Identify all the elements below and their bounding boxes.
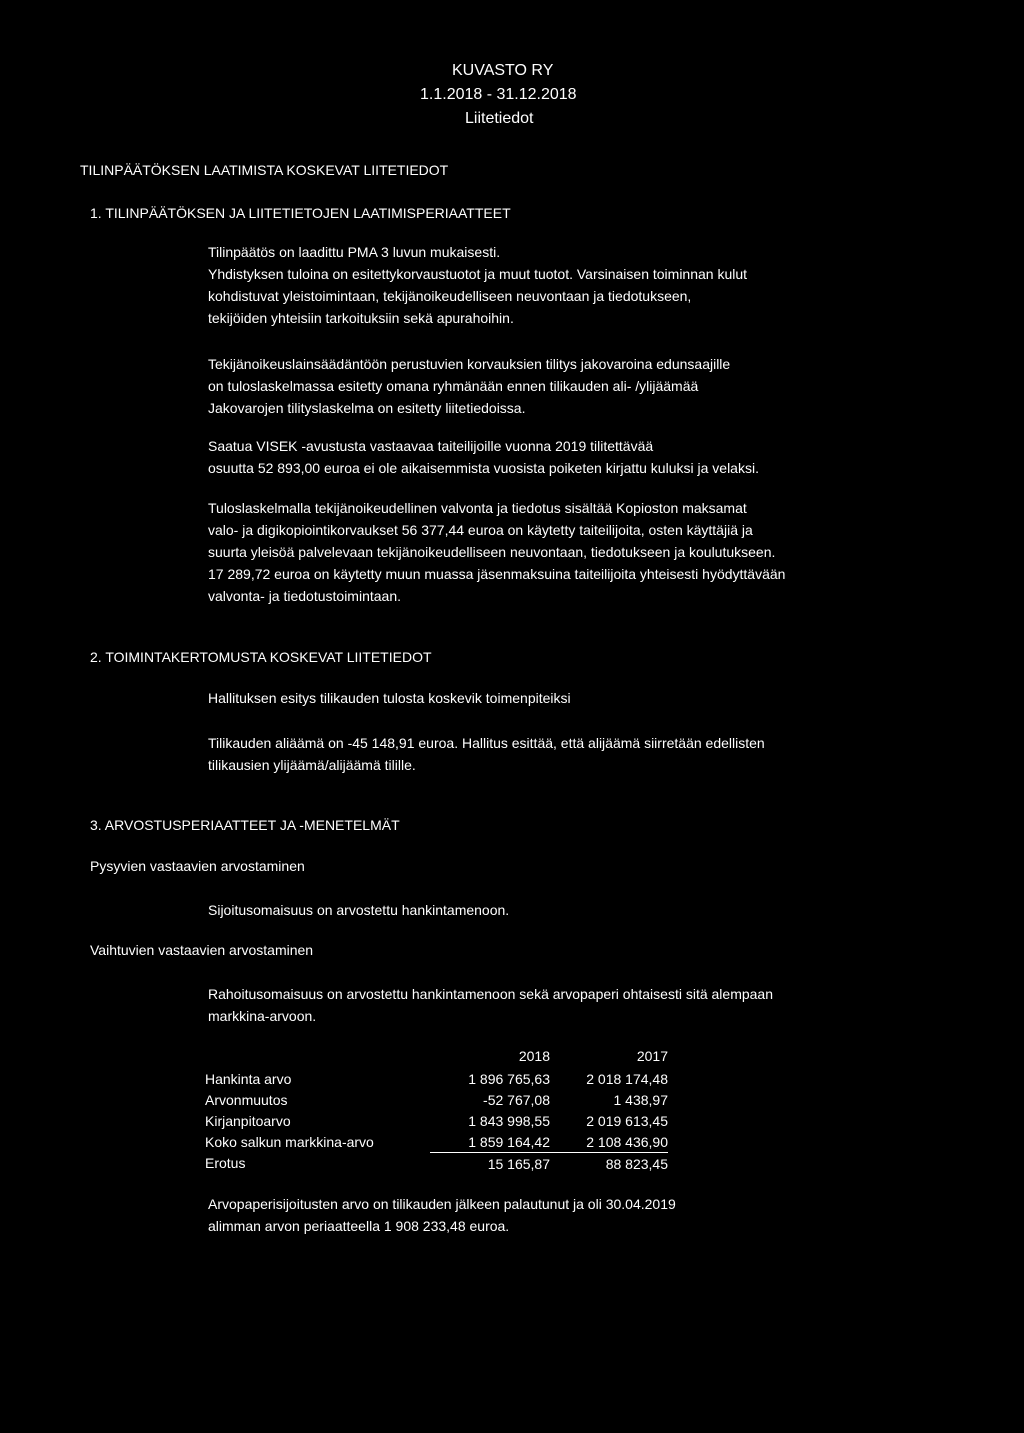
row-label: Koko salkun markkina-arvo (205, 1133, 374, 1150)
current-assets-valuation-heading: Vaihtuvien vastaavien arvostaminen (90, 942, 314, 958)
value-2018: 1 843 998,55 (468, 1112, 550, 1129)
text-line: tekijöiden yhteisiin tarkoituksiin sekä apurahoihin. (208, 310, 514, 326)
section-2-subheading: Hallituksen esitys tilikauden tulosta koskevik toimenpiteiksi (208, 690, 571, 706)
intro-title: TILINPÄÄTÖKSEN LAATIMISTA KOSKEVAT LIITETIEDOT (80, 162, 449, 178)
text-line: Arvopaperisijoitusten arvo on tilikauden jälkeen palautunut ja oli 30.04.2019 (208, 1196, 676, 1212)
text-line: Tilinpäätös on laadittu PMA 3 luvun mukaisesti. (208, 244, 501, 260)
text-line: markkina-arvoon. (208, 1008, 317, 1024)
value-2018: 1 859 164,42 (430, 1131, 550, 1153)
value-2018: 1 896 765,63 (468, 1070, 550, 1087)
column-header-2018: 2018 (518, 1048, 550, 1064)
value-2018: -52 767,08 (483, 1091, 550, 1108)
table-row (205, 1068, 668, 1089)
value-2017: 1 438,97 (613, 1091, 668, 1108)
section-1-heading: 1. TILINPÄÄTÖKSEN JA LIITETIETOJEN LAATIMISPERIAATTEET (90, 205, 511, 221)
valuation-table (205, 1044, 668, 1174)
text-line: Yhdistyksen tuloina on esitettykorvaustuotot ja muut tuotot. Varsinaisen toiminnan kulut (208, 266, 748, 282)
text-line: Tilikauden aliäämä on -45 148,91 euroa. Hallitus esittää, että alijäämä siirretään edellisten (208, 735, 765, 751)
row-label: Erotus (205, 1155, 246, 1172)
row-label: Arvonmuutos (205, 1091, 288, 1108)
text-line: Rahoitusomaisuus on arvostettu hankintamenoon sekä arvopaperi ohtaisesti sitä alempaan (208, 986, 774, 1002)
text-line: Tuloslaskelmalla tekijänoikeudellinen valvonta ja tiedotus sisältää Kopioston maksamat (208, 500, 747, 516)
value-2018: 15 165,87 (487, 1155, 550, 1172)
value-2017: 2 019 613,45 (586, 1112, 668, 1129)
fixed-assets-valuation-heading: Pysyvien vastaavien arvostaminen (90, 858, 305, 874)
text-line: 17 289,72 euroa on käytetty muun muassa jäsenmaksuina taiteilijoita yhteisesti hyödyttävään (208, 566, 786, 582)
text-line: kohdistuvat yleistoimintaan, tekijänoikeudelliseen neuvontaan ja tiedotukseen, (208, 288, 692, 304)
text-line: on tuloslaskelmassa esitetty omana ryhmänään ennen tilikauden ali- /ylijäämää (208, 378, 699, 394)
table-row (205, 1131, 668, 1153)
text-line: osuutta 52 893,00 euroa ei ole aikaisemmista vuosista poiketen kirjattu kuluksi ja velaksi. (208, 460, 759, 476)
section-3-heading: 3. ARVOSTUSPERIAATTEET JA -MENETELMÄT (90, 817, 400, 833)
text-line: Jakovarojen tilityslaskelma on esitetty liitetiedoissa. (208, 400, 526, 416)
text-line: Tekijänoikeuslainsäädäntöön perustuvien korvauksien tilitys jakovaroina edunsaajille (208, 356, 731, 372)
table-row (205, 1089, 668, 1110)
fixed-assets-valuation-text: Sijoitusomaisuus on arvostettu hankintamenoon. (208, 902, 510, 918)
organization-name: KUVASTO RY (452, 62, 554, 79)
text-line: valvonta- ja tiedotustoimintaan. (208, 588, 401, 604)
row-label: Hankinta arvo (205, 1070, 292, 1087)
text-line: alimman arvon periaatteella 1 908 233,48 euroa. (208, 1218, 510, 1234)
value-2017: 88 823,45 (605, 1155, 668, 1172)
table-header-row (205, 1044, 668, 1068)
table-header-empty (205, 1044, 430, 1068)
value-2017: 2 018 174,48 (586, 1070, 668, 1087)
section-2-heading: 2. TOIMINTAKERTOMUSTA KOSKEVAT LIITETIEDOT (90, 649, 432, 665)
row-label: Kirjanpitoarvo (205, 1112, 291, 1129)
text-line: suurta yleisöä palvelevaan tekijänoikeudelliseen neuvontaan, tiedotukseen ja koulutukseen. (208, 544, 776, 560)
column-header-2017: 2017 (636, 1048, 668, 1064)
table-row (205, 1110, 668, 1131)
table-row (205, 1153, 668, 1175)
text-line: Saatua VISEK -avustusta vastaavaa taiteilijoille vuonna 2019 tilitettävää (208, 438, 654, 454)
fiscal-period: 1.1.2018 - 31.12.2018 (420, 86, 577, 103)
text-line: valo- ja digikopiointikorvaukset 56 377,44 euroa on käytetty taiteilijoita, osten käyttäjiä ja (208, 522, 753, 538)
text-line: tilikausien ylijäämä/alijäämä tilille. (208, 757, 416, 773)
value-2017: 2 108 436,90 (550, 1131, 668, 1153)
document-type: Liitetiedot (465, 110, 534, 127)
